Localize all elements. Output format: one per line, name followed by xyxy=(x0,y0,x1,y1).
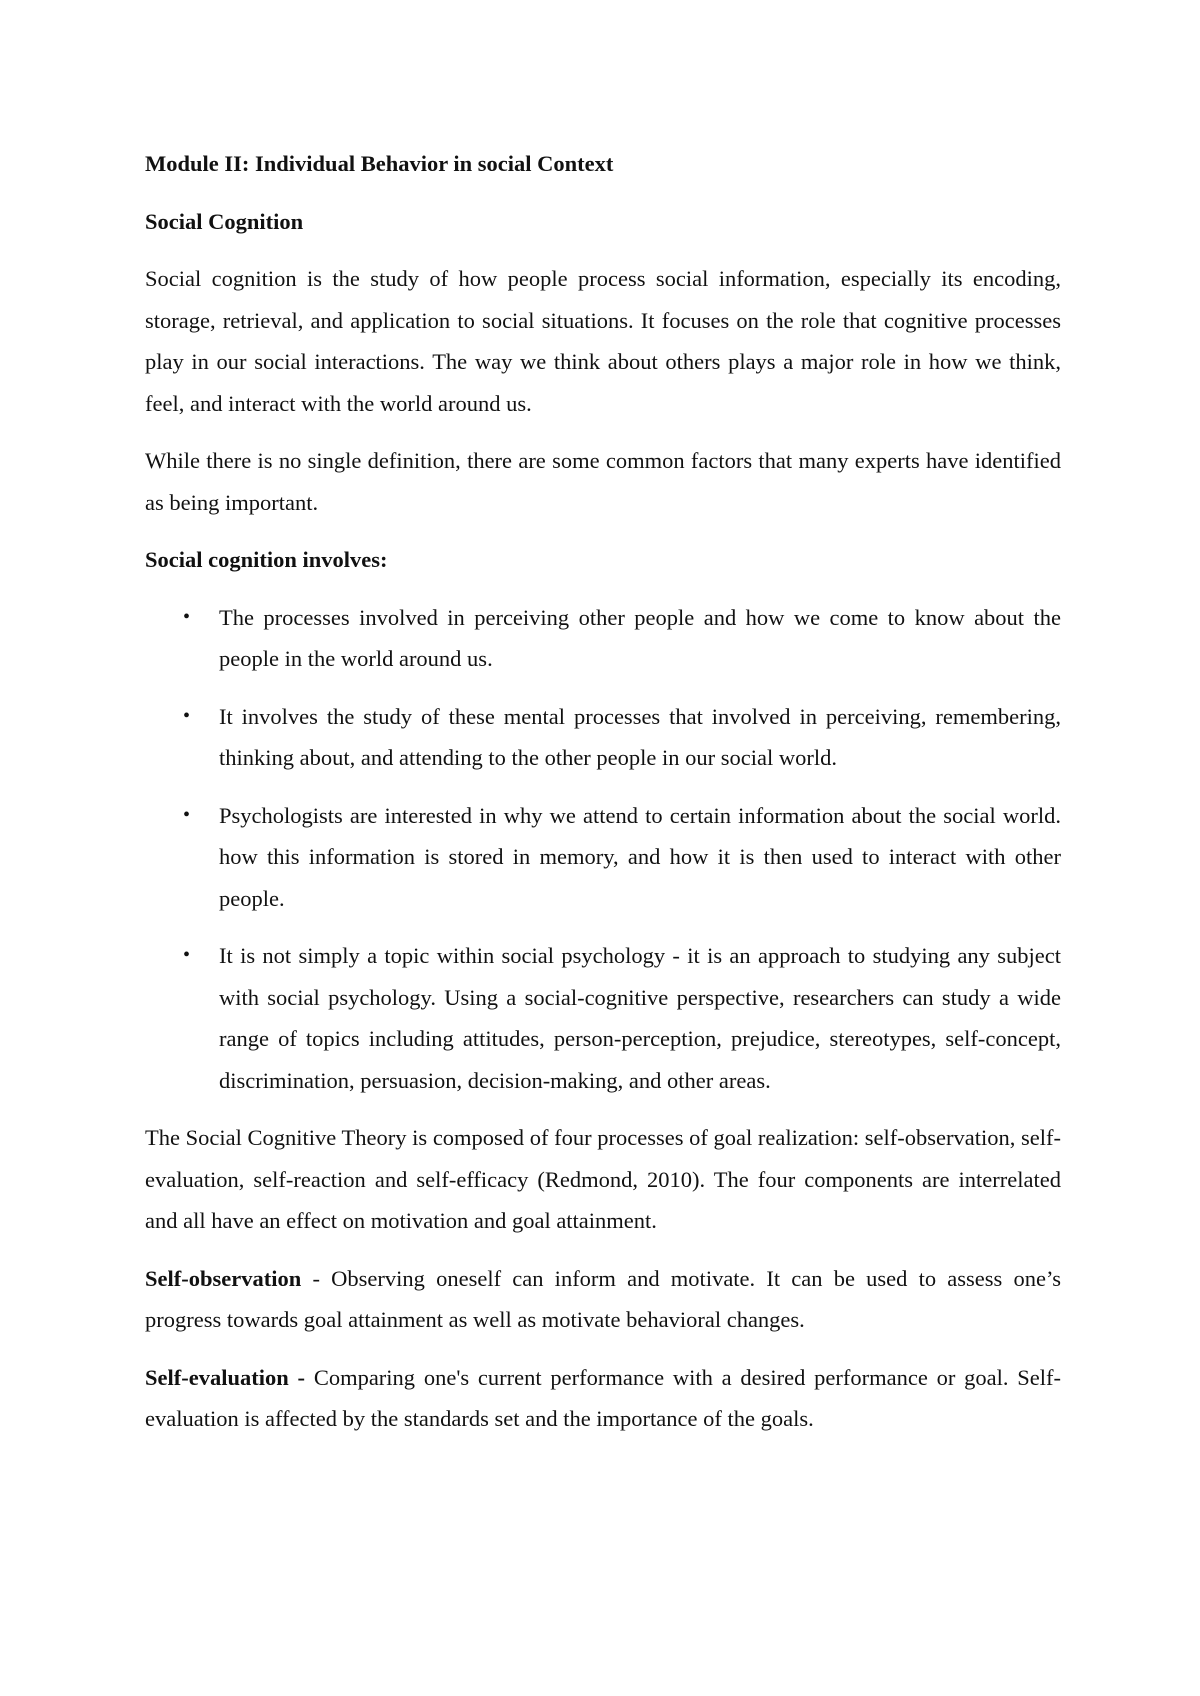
list-item-text: It involves the study of these mental processes that involved in perceiving, remembering, thinking about, and attending to the other people in our social world. xyxy=(219,703,1061,770)
bullet-icon: • xyxy=(183,605,191,628)
self-evaluation-paragraph xyxy=(145,1357,1061,1440)
involves-list xyxy=(145,597,1061,1102)
self-evaluation-term: Self-evaluation - xyxy=(145,1364,306,1390)
module-title: Module II: Individual Behavior in social Context xyxy=(145,151,614,176)
bullet-icon: • xyxy=(183,944,191,966)
bullet-icon: • xyxy=(183,704,191,727)
self-observation-text: Observing oneself can inform and motivate. It can be used to assess one’s progress towards goal attainment as well as motivate behavioral changes. xyxy=(145,1265,1062,1332)
list-item xyxy=(145,597,1061,680)
list-item-text: It is not simply a topic within social psychology - it is an approach to studying any subject with social psychology. Using a social-cognitive perspective, researchers can study a wide range of topics including attitudes, person-perception, prejudice, stereotypes, self-concept, discrimination, persuasion, decision-making, and other areas. xyxy=(219,943,1061,1093)
list-item xyxy=(145,795,1061,920)
bullet-icon: • xyxy=(183,803,191,826)
self-evaluation-text: Comparing one's current performance with a desired performance or goal. Self-evaluation is affected by the standards set and the importance of the goals. xyxy=(145,1364,1061,1431)
involves-heading: Social cognition involves: xyxy=(145,547,388,572)
self-observation-term: Self-observation xyxy=(145,1265,302,1291)
definition-paragraph: While there is no single definition, there are some common factors that many experts have identified as being important. xyxy=(145,448,1061,515)
list-item-text: Psychologists are interested in why we attend to certain information about the social world. how this information is stored in memory, and how it is then used to interact with other people. xyxy=(219,802,1061,911)
intro-paragraph: Social cognition is the study of how people process social information, especially its encoding, storage, retrieval, and application to social situations. It focuses on the role that cognitive processes play in our social interactions. The way we think about others plays a major role in how we think, feel, and interact with the world around us. xyxy=(145,266,1061,416)
list-item xyxy=(145,696,1061,779)
self-observation-separator: - xyxy=(301,1265,332,1291)
self-observation-paragraph xyxy=(145,1258,1061,1341)
list-item xyxy=(145,935,1061,1101)
theory-paragraph: The Social Cognitive Theory is composed of four processes of goal realization: self-observation, self-evaluation, self-reaction and self-efficacy (Redmond, 2010). The four components are interrelated and all have an effect on motivation and goal attainment. xyxy=(145,1125,1061,1233)
section-title: Social Cognition xyxy=(145,208,304,234)
document-body xyxy=(145,143,1061,1440)
list-item-text: The processes involved in perceiving other people and how we come to know about the people in the world around us. xyxy=(219,604,1061,671)
self-evaluation-separator xyxy=(305,1365,314,1390)
